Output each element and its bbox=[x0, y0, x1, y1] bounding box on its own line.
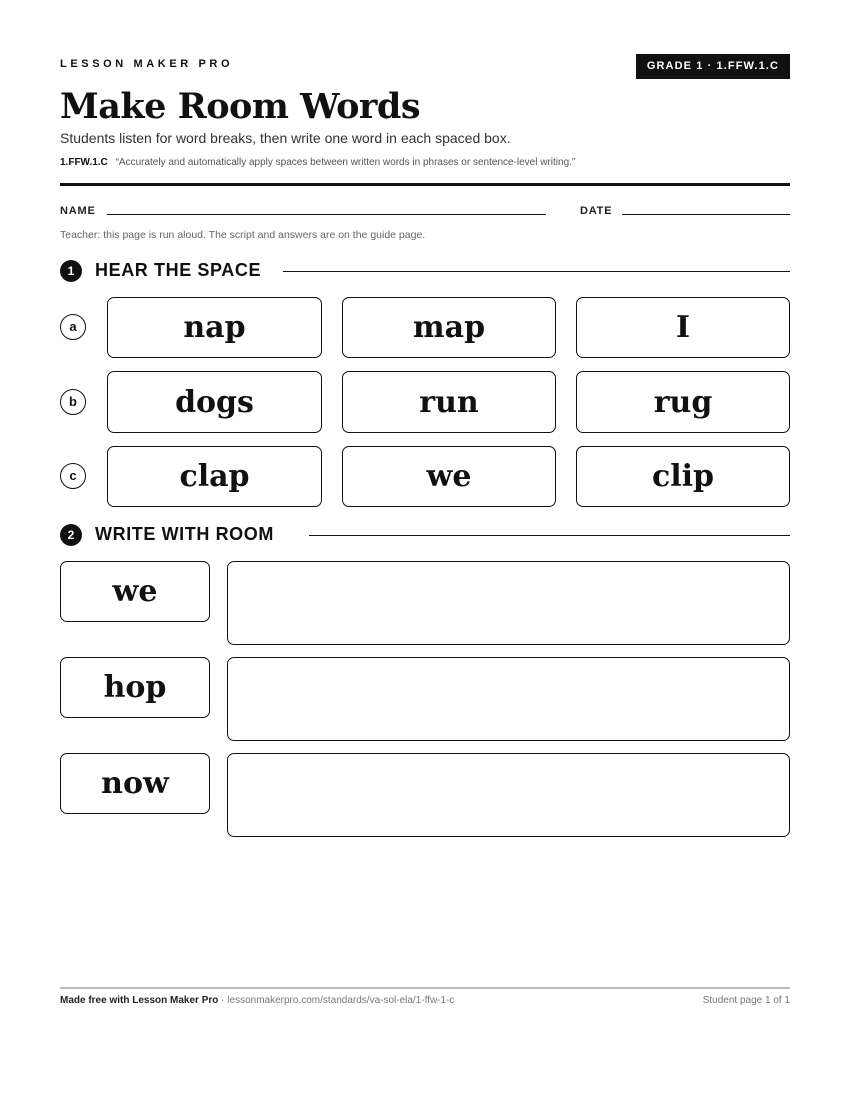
page-title: Make Room Words bbox=[60, 86, 421, 127]
date-label: DATE bbox=[580, 205, 613, 217]
word-choice-box[interactable]: rug bbox=[576, 371, 790, 433]
section-write-with-room bbox=[60, 523, 790, 547]
section-hear-the-space bbox=[60, 259, 790, 283]
standard-text: “Accurately and automatically apply spaces between written words in phrases or sentence-level writing.” bbox=[115, 157, 576, 168]
section-number-badge: 1 bbox=[60, 260, 82, 282]
worksheet-page bbox=[60, 0, 790, 1100]
teacher-note: Teacher: this page is run aloud. The script and answers are on the guide page. bbox=[60, 229, 426, 241]
page-subtitle: Students listen for word breaks, then write one word in each spaced box. bbox=[60, 130, 511, 146]
date-field[interactable] bbox=[622, 214, 790, 215]
writing-box[interactable] bbox=[227, 753, 790, 837]
name-label: NAME bbox=[60, 205, 96, 217]
footer-divider bbox=[60, 987, 790, 989]
section-title: WRITE WITH ROOM bbox=[95, 524, 274, 544]
prompt-word-box: now bbox=[60, 753, 210, 814]
word-choice-box[interactable]: I bbox=[576, 297, 790, 358]
word-choice-box[interactable]: nap bbox=[107, 297, 322, 358]
row-letter-a: a bbox=[60, 314, 86, 340]
section-title: HEAR THE SPACE bbox=[95, 260, 262, 280]
standard-line bbox=[60, 157, 575, 168]
footer-credit bbox=[60, 995, 454, 1006]
word-choice-box[interactable]: clip bbox=[576, 446, 790, 507]
writing-box[interactable] bbox=[227, 561, 790, 645]
footer-separator: · bbox=[218, 995, 228, 1006]
section-divider bbox=[309, 535, 790, 536]
section-number-badge: 2 bbox=[60, 524, 82, 546]
word-choice-box[interactable]: clap bbox=[107, 446, 322, 507]
standard-code: 1.FFW.1.C bbox=[60, 157, 108, 168]
footer-page-number: Student page 1 of 1 bbox=[702, 995, 790, 1006]
header-divider bbox=[60, 183, 790, 186]
writing-box[interactable] bbox=[227, 657, 790, 741]
row-letter-b: b bbox=[60, 389, 86, 415]
row-letter-c: c bbox=[60, 463, 86, 489]
brand-name: LESSON MAKER PRO bbox=[60, 58, 234, 70]
prompt-word-box: we bbox=[60, 561, 210, 622]
section-divider bbox=[283, 271, 790, 272]
footer-url[interactable]: lessonmakerpro.com/standards/va-sol-ela/1-ffw-1-c bbox=[227, 995, 455, 1006]
word-choice-box[interactable]: map bbox=[342, 297, 556, 358]
grade-badge: GRADE 1 · 1.FFW.1.C bbox=[636, 54, 790, 79]
word-choice-box[interactable]: dogs bbox=[107, 371, 322, 433]
footer-made-with: Made free with Lesson Maker Pro bbox=[60, 995, 219, 1006]
word-choice-box[interactable]: we bbox=[342, 446, 556, 507]
prompt-word-box: hop bbox=[60, 657, 210, 718]
word-choice-box[interactable]: run bbox=[342, 371, 556, 433]
name-field[interactable] bbox=[107, 214, 546, 215]
